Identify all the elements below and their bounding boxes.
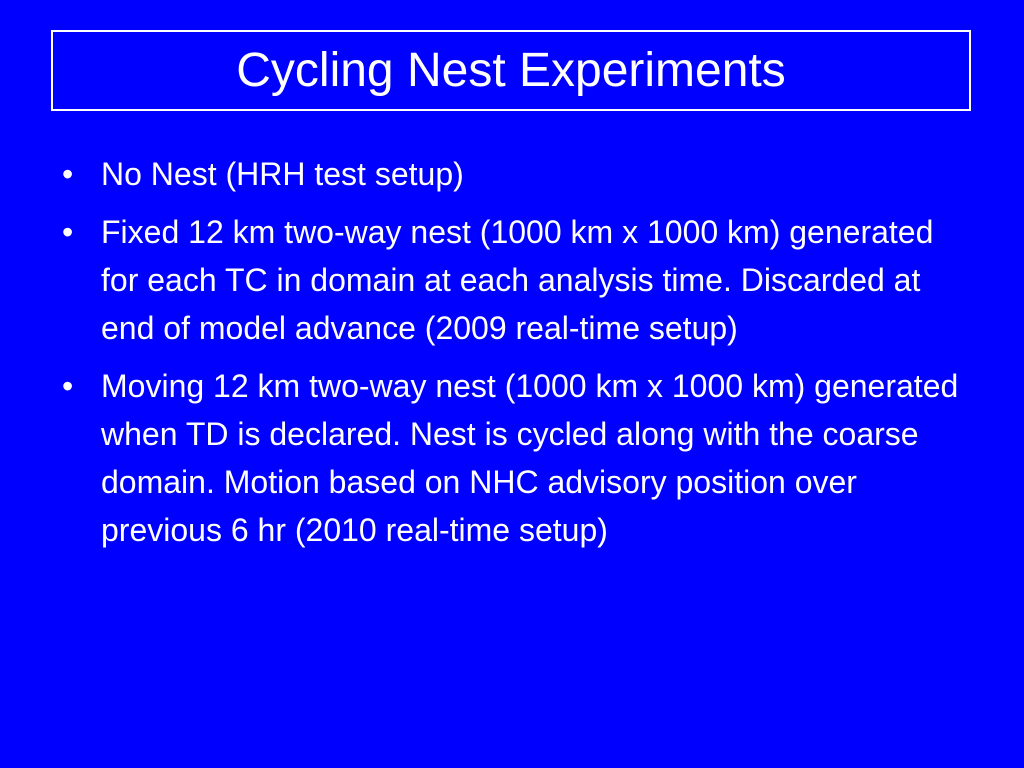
bullet-item-no-nest — [62, 150, 962, 198]
bullet-item-fixed-nest — [62, 208, 962, 352]
bullet-text: Moving 12 km two-way nest (1000 km x 1000 km) generated when TD is declared. Nest is cycled along with the coarse domain. Motion based on NHC advisory position over previous 6 hr (2010 real-time setup) — [101, 368, 959, 548]
bullet-dot-icon: • — [62, 214, 74, 250]
bullet-text: Fixed 12 km two-way nest (1000 km x 1000 km) generated for each TC in domain at each analysis time. Discarded at end of model advance (2009 real-time setup) — [101, 214, 934, 346]
bullet-dot-icon: • — [62, 156, 74, 192]
bullet-text: No Nest (HRH test setup) — [101, 156, 464, 192]
bullet-dot-icon: • — [62, 368, 74, 404]
bullet-list — [62, 150, 962, 564]
bullet-item-moving-nest — [62, 362, 962, 554]
title-box — [51, 30, 971, 111]
slide-title: Cycling Nest Experiments — [236, 43, 786, 97]
